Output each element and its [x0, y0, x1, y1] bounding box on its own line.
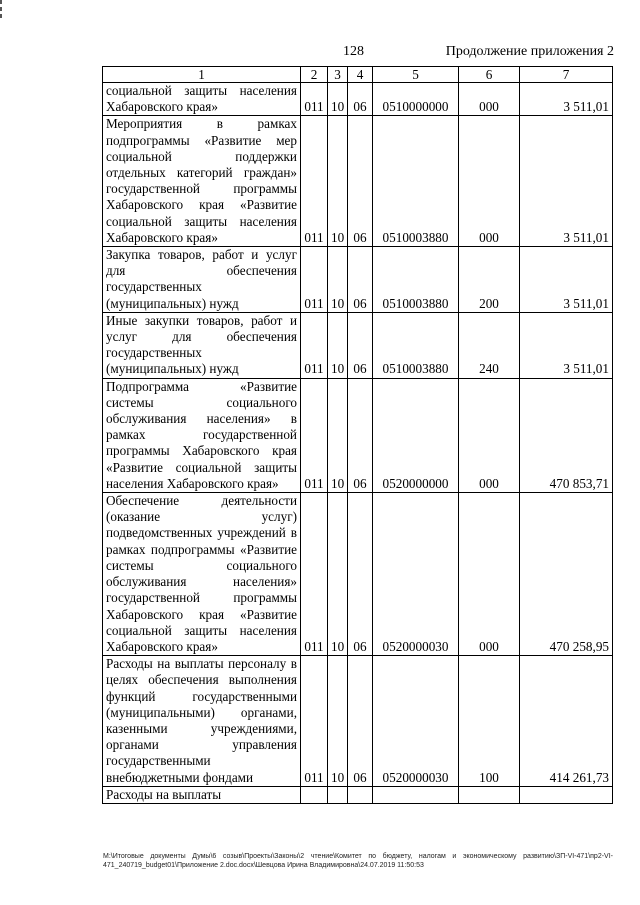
expense-type-code [459, 786, 520, 803]
scan-edge-mark [0, 0, 4, 22]
amount: 3 511,01 [520, 247, 613, 313]
expense-type-code: 240 [459, 312, 520, 378]
ministry-code: 011 [301, 378, 328, 492]
section-code [328, 786, 348, 803]
column-header: 7 [520, 67, 613, 83]
section-code: 10 [328, 656, 348, 787]
amount: 3 511,01 [520, 116, 613, 247]
subsection-code [348, 786, 373, 803]
table-header [103, 67, 613, 83]
subsection-code: 06 [348, 83, 373, 116]
row-name: Мероприятия в рамках подпрограммы «Развитие мер социальной поддержки отдельных категорий граждан» государственной программы Хабаровского края «Развитие социальной защиты населения Хабаровского края» [103, 116, 301, 247]
expense-type-code: 000 [459, 83, 520, 116]
amount: 414 261,73 [520, 656, 613, 787]
amount: 3 511,01 [520, 83, 613, 116]
subsection-code: 06 [348, 656, 373, 787]
page-number: 128 [343, 44, 364, 59]
amount: 470 258,95 [520, 493, 613, 656]
column-header: 1 [103, 67, 301, 83]
subsection-code: 06 [348, 247, 373, 313]
table-row [103, 312, 613, 378]
section-code: 10 [328, 493, 348, 656]
row-name: Закупка товаров, работ и услуг для обеспечения государственных (муниципальных) нужд [103, 247, 301, 313]
column-header: 4 [348, 67, 373, 83]
table-row [103, 116, 613, 247]
subsection-code: 06 [348, 116, 373, 247]
section-code: 10 [328, 116, 348, 247]
target-article-code: 0510000000 [373, 83, 459, 116]
target-article-code: 0520000000 [373, 378, 459, 492]
ministry-code: 011 [301, 116, 328, 247]
ministry-code [301, 786, 328, 803]
section-code: 10 [328, 247, 348, 313]
ministry-code: 011 [301, 312, 328, 378]
expense-type-code: 000 [459, 116, 520, 247]
table-row [103, 786, 613, 803]
table-row [103, 247, 613, 313]
expense-type-code: 100 [459, 656, 520, 787]
expense-type-code: 000 [459, 378, 520, 492]
subsection-code: 06 [348, 493, 373, 656]
file-path-footer: М:\Итоговые документы Думы\6 созыв\Проекты\Законы\2 чтение\Комитет по бюджету, налогам и экономическому развитию\ЗП-VI-471\пр2-VI-471_240719_budget01\Приложение 2.doc.docx\Шевцова Ирина Владимировна\24.07.2019 11:50:53 [103, 853, 613, 869]
amount: 470 853,71 [520, 378, 613, 492]
amount [520, 786, 613, 803]
target-article-code: 0520000030 [373, 493, 459, 656]
ministry-code: 011 [301, 656, 328, 787]
subsection-code: 06 [348, 378, 373, 492]
expense-type-code: 200 [459, 247, 520, 313]
column-header: 6 [459, 67, 520, 83]
row-name: социальной защиты населения Хабаровского края» [103, 83, 301, 116]
target-article-code [373, 786, 459, 803]
target-article-code: 0510003880 [373, 312, 459, 378]
row-name: Расходы на выплаты персоналу в целях обеспечения выполнения функций государственными (муниципальными) органами, казенными учреждениями, органами управления государственными внебюджетными фондами [103, 656, 301, 787]
row-name: Расходы на выплаты [103, 786, 301, 803]
table-row [103, 493, 613, 656]
column-header: 2 [301, 67, 328, 83]
table-row [103, 378, 613, 492]
table-row [103, 83, 613, 116]
subsection-code: 06 [348, 312, 373, 378]
budget-table [102, 66, 613, 804]
row-name: Обеспечение деятельности (оказание услуг) подведомственных учреждений в рамках подпрограммы «Развитие системы социального обслуживания населения» государственной программы Хабаровского края «Развитие социальной защиты населения Хабаровского края» [103, 493, 301, 656]
ministry-code: 011 [301, 493, 328, 656]
section-code: 10 [328, 378, 348, 492]
row-name: Иные закупки товаров, работ и услуг для обеспечения государственных (муниципальных) нужд [103, 312, 301, 378]
target-article-code: 0510003880 [373, 116, 459, 247]
section-code: 10 [328, 83, 348, 116]
column-header: 5 [373, 67, 459, 83]
ministry-code: 011 [301, 83, 328, 116]
target-article-code: 0510003880 [373, 247, 459, 313]
amount: 3 511,01 [520, 312, 613, 378]
row-name: Подпрограмма «Развитие системы социального обслуживания населения» в рамках государственной программы Хабаровского края «Развитие социальной защиты населения Хабаровского края» [103, 378, 301, 492]
expense-type-code: 000 [459, 493, 520, 656]
column-header: 3 [328, 67, 348, 83]
continuation-label: Продолжение приложения 2 [445, 44, 614, 59]
section-code: 10 [328, 312, 348, 378]
ministry-code: 011 [301, 247, 328, 313]
target-article-code: 0520000030 [373, 656, 459, 787]
table-row [103, 656, 613, 787]
